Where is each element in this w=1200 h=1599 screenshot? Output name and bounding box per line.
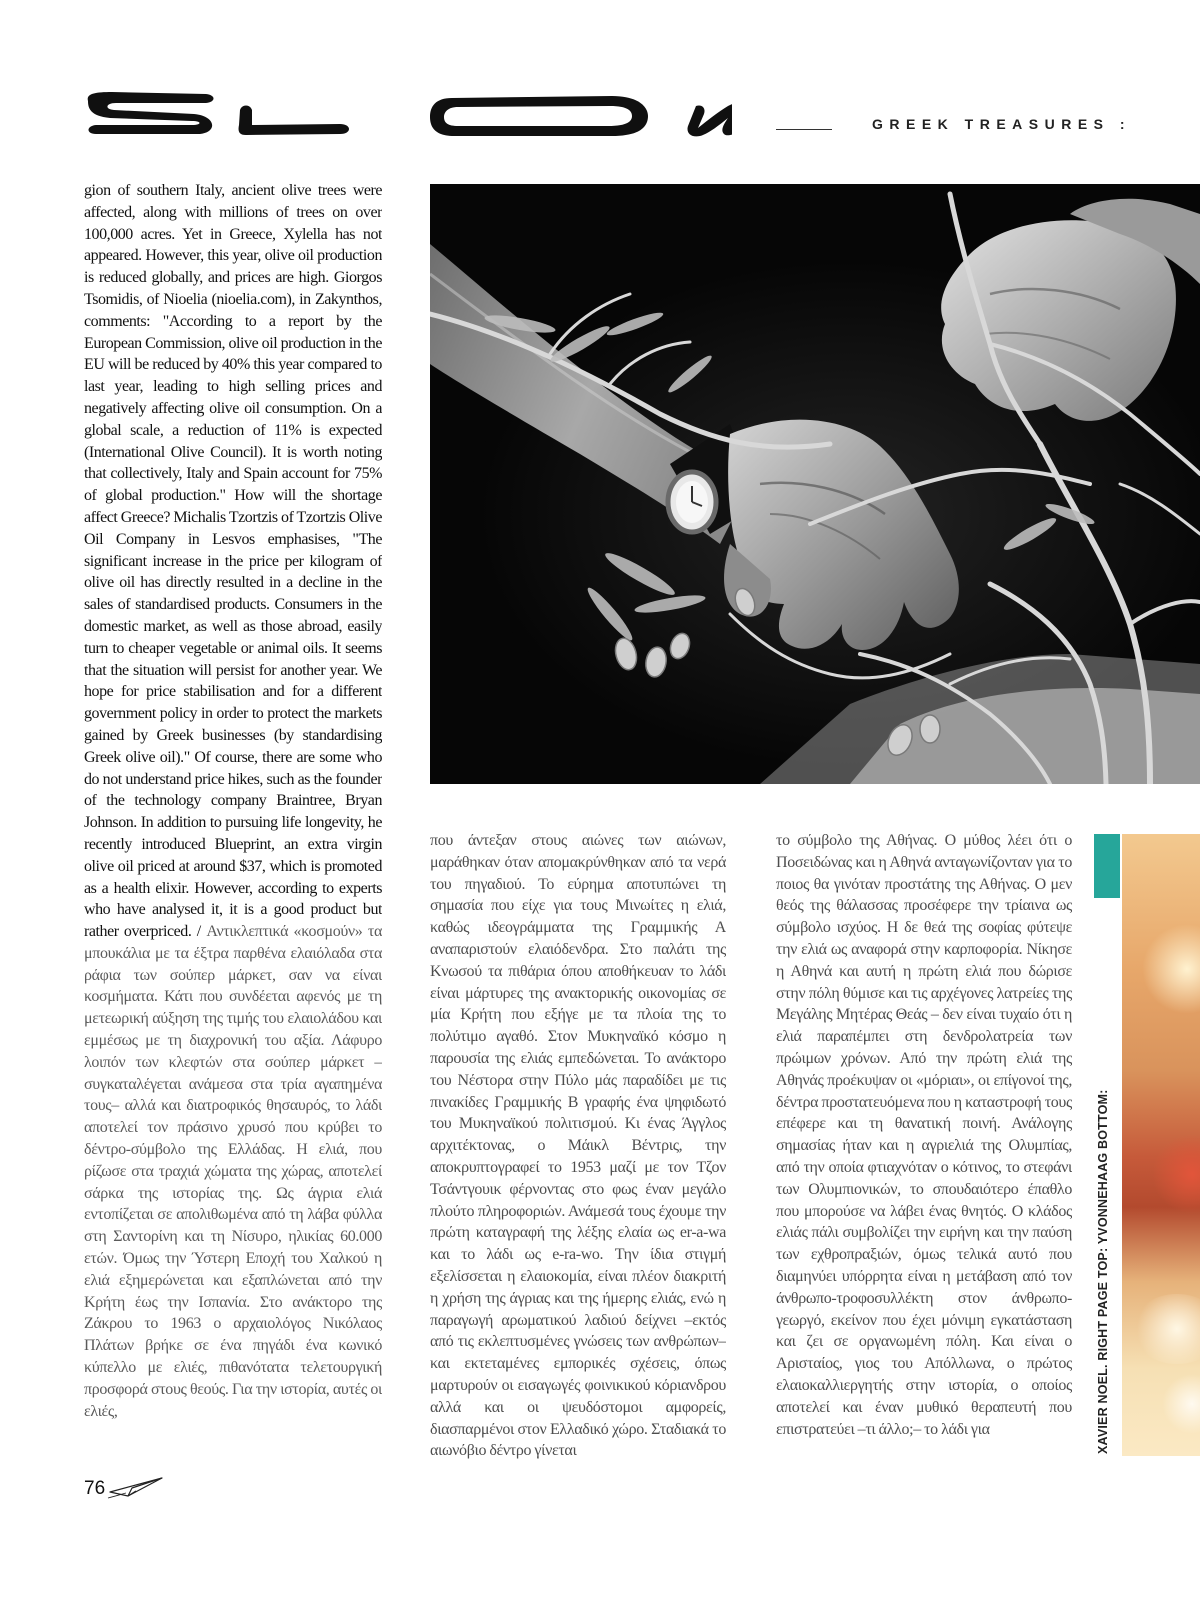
facing-page-photo-edge [1122, 834, 1200, 1456]
slow-logo [82, 88, 732, 140]
page-number: 76 [84, 1478, 106, 1499]
header-rule [776, 129, 832, 130]
article-column-right: το σύμβολο της Αθήνας. Ο μύθος λέει ότι ο Ποσειδώνας και η Αθηνά ανταγωνίζονταν για το ποιος θα γινόταν προστάτης της Αθήνας. Ο μεν θεός της θάλασσας προσέφερε την τρίαινα ως σύμβολο ισχύος. Η δε θεά της σοφίας φύτεψε την ελιά ως αναφορά στην καρποφορία. Νίκησε η Αθηνά και αυτή η πρώτη ελιά που δώρισε στην πόλη θύμισε και τις αρχέγονες λατρείες της Μεγάλης Μητέρας Θεάς – δεν είναι τυχαίο ότι η ελιά παραπέμπει στη δενδρολατρεία των πρώιμων χρόνων. Από την πρώτη ελιά της Αθηνάς προέκυψαν οι «μόριαι», οι επίγονοί της, δέντρα προστατευόμενα που η καταστροφή τους επέφερε και τη θανατική ποινή. Ανάλογης σημασίας ήταν και η αγριελιά της Ολυμπίας, από την οποία φτιαχνόταν ο κότινος, το στεφάνι των Ολυμπιονικών, το σπουδαιότερο έπαθλο που μπορούσε να λάβει ένας θνητός. Ο κλάδος ελιάς πάλι συμβολίζει την ειρήνη και την παύση των εχθροπραξιών, όμως τελικά αυτό που διαμηνύει υπόρρητα είναι η μετάβαση από τον άνθρωπο-τροφοσυλλέκτη στον άνθρωπο-γεωργό, εκείνον που έχει μόνιμη εγκατάσταση και ζει σε οργανωμένη πόλη. Και είναι ο Αρισταίος, γιος του Απόλλωνα, ο πρώτος ελαιοκαλλιεργητής στην ιστορία, ο οποίος αποτελεί και έναν μυθικό θεραπευτή που επιστρατεύει –τι άλλο;– το λάδι για [776, 832, 1072, 1438]
english-text: gion of southern Italy, ancient olive trees were affected, along with millions of trees on over 100,000 acres. Yet in Greece, Xylella has not appeared. However, this year, olive oil production is reduced globally, and prices are high. Giorgos Tsomidis, of Nioelia (nioelia.com), in Zakynthos, comments: "According to a report by the European Commission, olive oil production in the EU will be reduced by 40% this year compared to last year, leading to high selling prices and negatively affecting olive oil consumption. On a global scale, a reduction of 11% is expected (International Olive Council). It is worth noting that collectively, Italy and Spain account for 75% of global production." How will the shortage affect Greece? Michalis Tzortzis of Tzortzis Olive Oil Company in Lesvos emphasises, "The significant increase in the price per kilogram of olive oil has directly resulted in a decline in the sales of standardised products. Consumers in the domestic market, as well as those abroad, easily turn to cheaper vegetable or animal oils. It seems that the situation will persist for another year. We hope for price stabilisation and for a different government policy in order to protect the markets gained by Greek businesses (by standardising Greek olive oil)." Of course, there are some who do not understand price hikes, such as the founder of the technology company Braintree, Bryan Johnson. In addition to pursuing life longevity, he recently introduced Blueprint, an extra virgin olive oil priced at around $37, which is promoted as a health elixir. However, according to experts who have analysed it, it is a good product but rather overpriced. [84, 182, 382, 941]
photo-credits: XAVIER NOEL. RIGHT PAGE TOP: YVONNEHAAG BOTTOM: [1096, 1089, 1110, 1454]
credits-accent-bar [1094, 834, 1120, 898]
olive-hands-photo [430, 184, 1200, 784]
article-column-middle: που άντεξαν στους αιώνες των αιώνων, μαράθηκαν όταν απομακρύνθηκαν από τα νερά του πηγαδιού. Το εύρημα αποτυπώνει τη σημασία που είχε για τους Μινωίτες η ελιά, καθώς ιδεογράμματα της Γραμμικής Α αναπαριστούν ελαιόδενδρα. Στο παλάτι της Κνωσού τα πιθάρια όπου αποθήκευαν το λάδι είναι μάρτυρες της ανακτορικής οικονομίας σε μία Κρήτη που εξήγε με τα πλοία της το πολύτιμο αγαθό. Στον Μυκηναϊκό κόσμο η παρουσία της ελιάς εμπεδώνεται. Το ανάκτορο του Νέστορα στην Πύλο μάς παραδίδει με τις πινακίδες Γραμμικής Β γραφής ένα ψηφιδωτό του Μυκηναϊκού πολιτισμού. Κι ένας Άγγλος αρχιτέκτονας, ο Μάικλ Βέντρις, την αποκρυπτογραφεί το 1953 μαζί με τον Τζον Τσάντγουικ φέρνοντας στο φως έναν μεγάλο πλούτο πληροφοριών. Ανάμεσά τους έχουμε την πρώτη καταγραφή της λέξης ελαία ως er-a-wa και το λάδι ως e-ra-wo. Την ίδια στιγμή εξελίσσεται η ελαιοκομία, είναι πλέον διακριτή η χρήση της άγριας και της ήμερης ελιάς, ενώ η παραγωγή αρωματικού λαδιού δείχνει –εκτός από τις εκλεπτυσμένες γνώσεις των ανθρώπων– και εκτεταμένες εμπορικές σχέσεις, όπως μαρτυρούν οι εισαγωγές φοινικικού κόριανδρου αλλά και οι ψευδόστομοι αμφορείς, διασπαρμένοι στον Ελλαδικό χώρο. Σταδιακά το αιωνόβιο δέντρο γίνεται [430, 832, 726, 1460]
article-column-left [84, 180, 382, 1462]
greek-text: Αντικλεπτικά «κοσμούν» τα μπουκάλια με τα έξτρα παρθένα ελαιόλαδα στα ράφια των σούπερ μάρκετ, σαν να είναι κοσμήματα. Κάτι που συνδέεται αφενός με τη μετεωρική αύξηση της τιμής του ελαιολάδου και εμμέσως με τη διαχρονική του αξία. Λάφυρο λοιπόν των κλεφτών στα σούπερ μάρκετ –συγκαταλέγεται ανάμεσα στα τρία αγαπημένα τους– αλλά και διατροφικός θησαυρός, το λάδι αποτελεί τον πράσινο χρυσό που κρύβει το δέντρο-σύμβολο της Ελλάδας. Η ελιά, που ρίζωσε στα τραχιά χώματα της χώρας, αποτελεί σάρκα της ιστορίας της. Ως άγρια ελιά εντοπίζεται σε απολιθωμένα από τη λάβα φύλλα στη Σαντορίνη και τη Νίσυρο, ηλικίας 60.000 ετών. Όμως την Ύστερη Εποχή του Χαλκού η ελιά εξημερώνεται και εξαπλώνεται από την Κρήτη έως την Ισπανία. Στο ανάκτορο της Ζάκρου το 1963 ο αρχαιολόγος Νικόλαος Πλάτων βρήκε σε ένα πηγάδι ένα κωνικό κύπελλο με ελιές, πιθανότατα τελετουργική προσφορά στους θεούς. Για την ιστορία, αυτές οι ελιές, [84, 923, 382, 1420]
paper-plane-icon [106, 1474, 166, 1502]
photo-credits-strip [1094, 834, 1120, 1456]
language-separator: / [191, 923, 207, 941]
section-label: GREEK TREASURES : [872, 116, 1132, 132]
